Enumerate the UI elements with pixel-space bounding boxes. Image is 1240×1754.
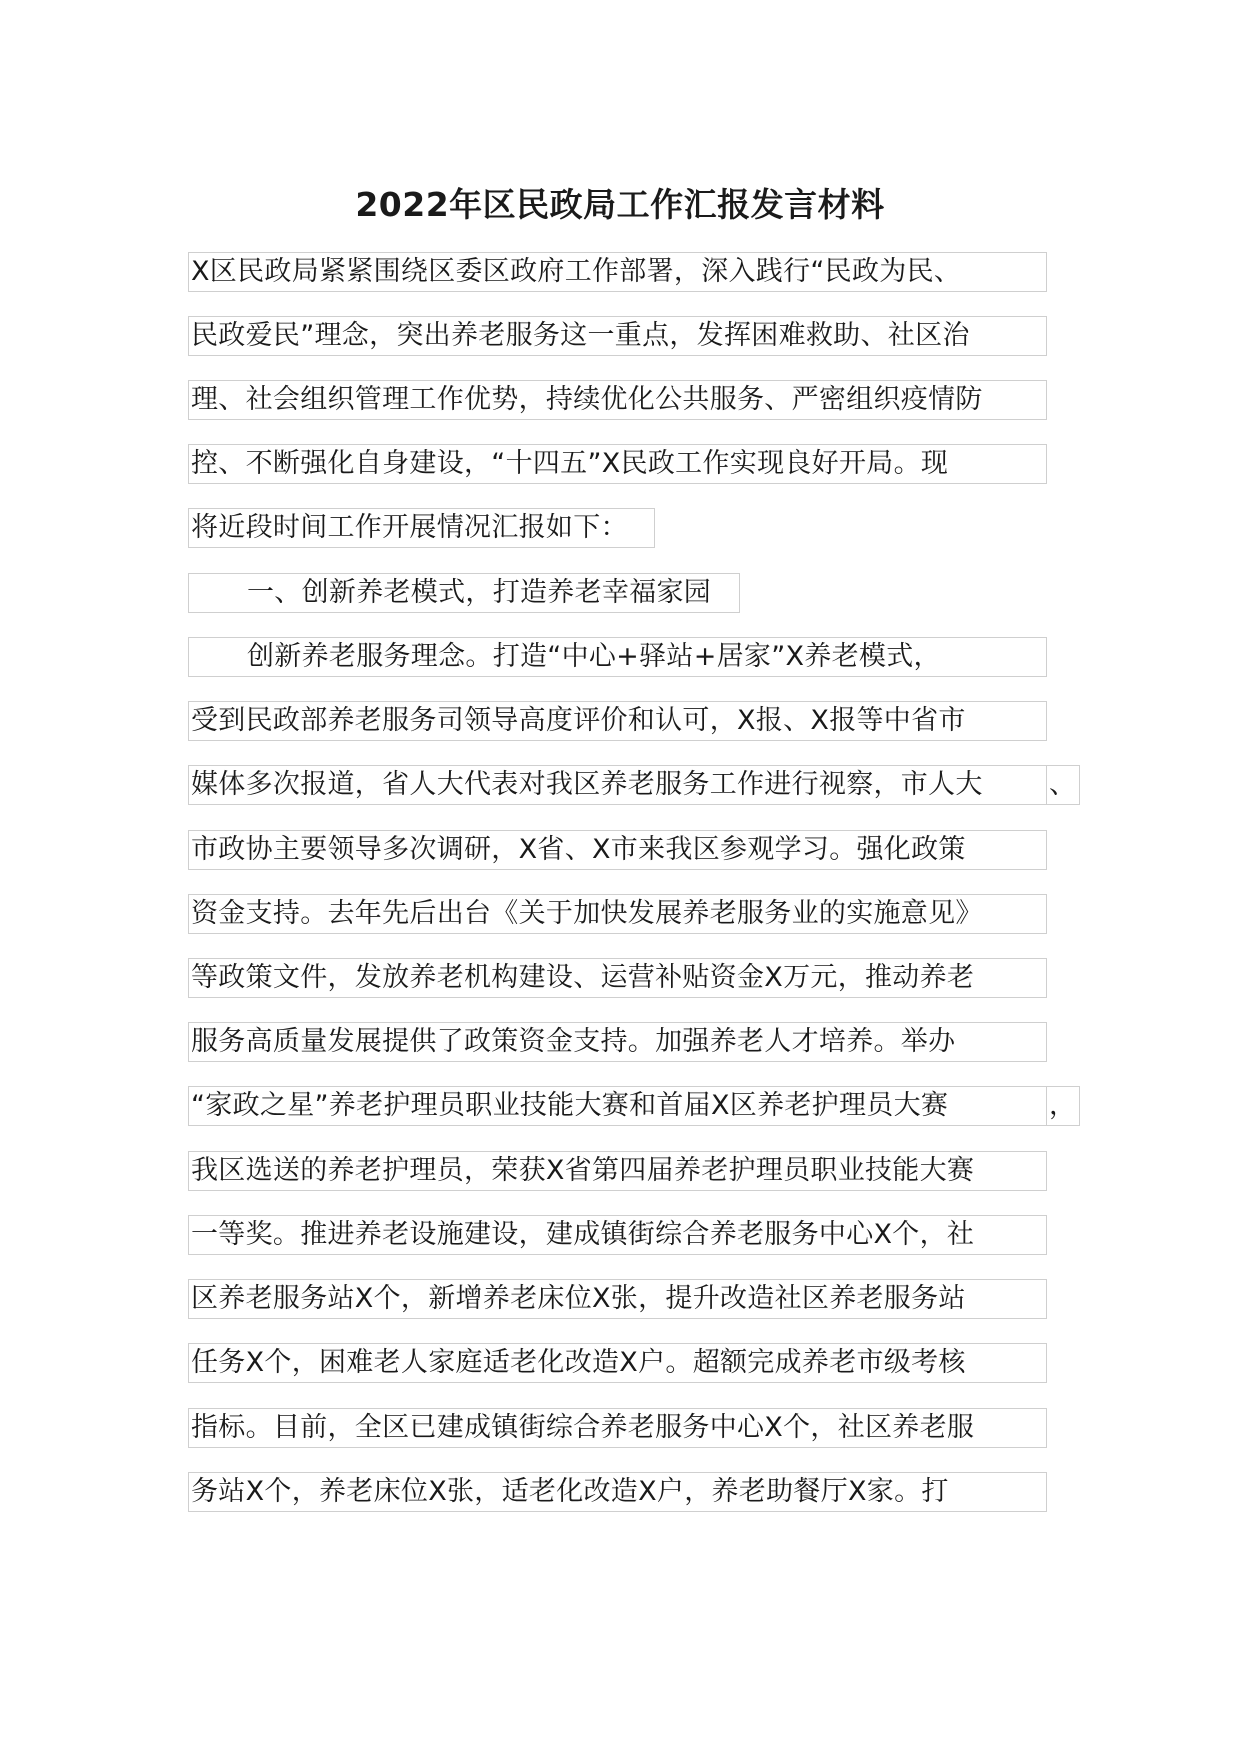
text-line: 务站X个，养老床位X张，适老化改造X户，养老助餐厅X家。打 (188, 1472, 1047, 1512)
text-line: 市政协主要领导多次调研，X省、X市来我区参观学习。强化政策 (188, 830, 1047, 870)
text-line: 控、不断强化自身建设，“十四五”X民政工作实现良好开局。现 (188, 444, 1047, 484)
section-heading: 一、创新养老模式，打造养老幸福家园 (188, 573, 740, 613)
text-line: 媒体多次报道，省人大代表对我区养老服务工作进行视察，市人大 (188, 765, 1047, 805)
text-line: 受到民政部养老服务司领导高度评价和认可，X报、X报等中省市 (188, 701, 1047, 741)
text-line: 等政策文件，发放养老机构建设、运营补贴资金X万元，推动养老 (188, 958, 1047, 998)
text-line: 创新养老服务理念。打造“中心+驿站+居家”X养老模式， (188, 637, 1047, 677)
text-line: 服务高质量发展提供了政策资金支持。加强养老人才培养。举办 (188, 1022, 1047, 1062)
line-overflow-mark: 、 (1046, 765, 1080, 805)
text-line: 理、社会组织管理工作优势，持续优化公共服务、严密组织疫情防 (188, 380, 1047, 420)
line-overflow-mark: ， (1046, 1086, 1080, 1126)
text-line: X区民政局紧紧围绕区委区政府工作部署，深入践行“民政为民、 (188, 252, 1047, 292)
text-line: “家政之星”养老护理员职业技能大赛和首届X区养老护理员大赛 (188, 1086, 1047, 1126)
text-line: 指标。目前，全区已建成镇街综合养老服务中心X个，社区养老服 (188, 1408, 1047, 1448)
text-line: 民政爱民”理念，突出养老服务这一重点，发挥困难救助、社区治 (188, 316, 1047, 356)
text-line: 将近段时间工作开展情况汇报如下： (188, 508, 655, 548)
text-line: 任务X个，困难老人家庭适老化改造X户。超额完成养老市级考核 (188, 1343, 1047, 1383)
document-title: 2022年区民政局工作汇报发言材料 (355, 185, 885, 224)
text-line: 资金支持。去年先后出台《关于加快发展养老服务业的实施意见》 (188, 894, 1047, 934)
text-line: 一等奖。推进养老设施建设，建成镇街综合养老服务中心X个，社 (188, 1215, 1047, 1255)
text-line: 我区选送的养老护理员，荣获X省第四届养老护理员职业技能大赛 (188, 1151, 1047, 1191)
text-line: 区养老服务站X个，新增养老床位X张，提升改造社区养老服务站 (188, 1279, 1047, 1319)
